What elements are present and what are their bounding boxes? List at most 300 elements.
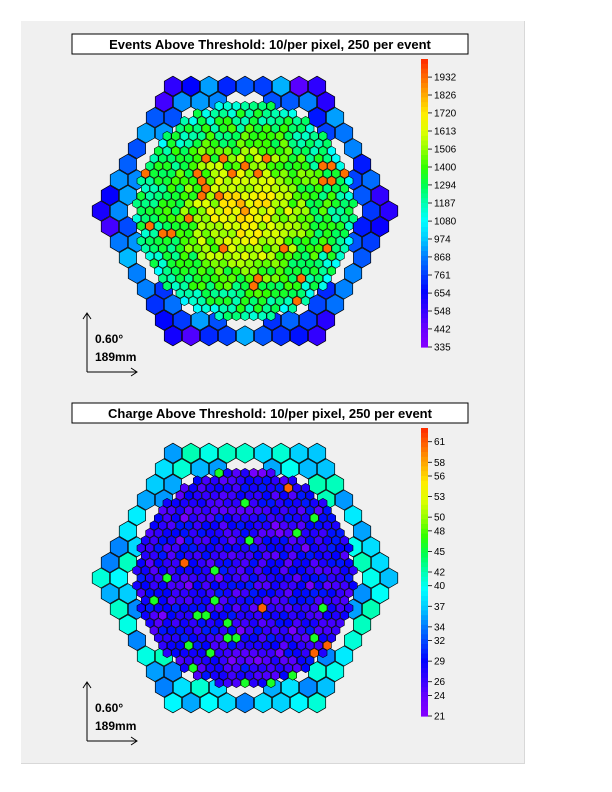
- camera-pixel-inner: [198, 513, 206, 522]
- camera-pixel-inner: [297, 139, 305, 148]
- camera-pixel-inner: [167, 274, 175, 283]
- camera-pixel-inner: [258, 176, 266, 185]
- camera-pixel-inner: [206, 116, 214, 125]
- camera-pixel-inner: [289, 626, 297, 635]
- camera-pixel-inner: [276, 573, 284, 582]
- camera-pixel-inner: [219, 289, 227, 298]
- camera-pixel-inner: [293, 251, 301, 260]
- camera-pixel-inner: [245, 184, 253, 193]
- camera-pixel-inner: [206, 131, 214, 140]
- camera-pixel-inner: [323, 244, 331, 253]
- camera-pixel-inner: [176, 214, 184, 223]
- camera-pixel-inner: [258, 663, 266, 672]
- camera-pixel-inner: [258, 161, 266, 170]
- camera-pixel-inner: [336, 176, 344, 185]
- camera-pixel-inner: [202, 596, 210, 605]
- camera-pixel-inner: [271, 244, 279, 253]
- camera-pixel-inner: [237, 641, 245, 650]
- camera-pixel-inner: [258, 603, 266, 612]
- camera-pixel-inner: [215, 131, 223, 140]
- camera-pixel-inner: [198, 573, 206, 582]
- camera-pixel-inner: [224, 648, 232, 657]
- colorbar-segment: [421, 241, 428, 246]
- camera-pixel-inner: [267, 236, 275, 245]
- camera-pixel-inner: [141, 199, 149, 208]
- camera-pixel-inner: [172, 588, 180, 597]
- camera-pixel-inner: [198, 663, 206, 672]
- camera-pixel-inner: [237, 109, 245, 118]
- camera-pixel-inner: [332, 169, 340, 178]
- camera-pixel-inner: [245, 229, 253, 238]
- camera-pixel-inner: [245, 259, 253, 268]
- camera-pixel-inner: [328, 618, 336, 627]
- camera-pixel-inner: [180, 648, 188, 657]
- colorbar-tick-label: 761: [434, 270, 451, 282]
- camera-pixel-inner: [276, 176, 284, 185]
- camera-pixel-inner: [271, 536, 279, 545]
- camera-pixel-inner: [189, 116, 197, 125]
- camera-pixel-inner: [172, 528, 180, 537]
- camera-pixel-inner: [189, 191, 197, 200]
- camera-pixel-inner: [206, 251, 214, 260]
- colorbar-segment: [421, 261, 428, 266]
- camera-pixel-inner: [206, 663, 214, 672]
- camera-pixel-inner: [206, 221, 214, 230]
- camera-pixel-inner: [250, 603, 258, 612]
- camera-pixel-inner: [250, 101, 258, 110]
- camera-pixel-inner: [280, 259, 288, 268]
- camera-pixel-inner: [319, 251, 327, 260]
- colorbar-segment: [421, 289, 428, 294]
- camera-pixel-inner: [193, 566, 201, 575]
- camera-pixel-inner: [319, 618, 327, 627]
- camera-pixel-inner: [315, 551, 323, 560]
- camera-pixel-outer: [236, 443, 253, 463]
- camera-pixel-inner: [228, 274, 236, 283]
- colorbar-tick-label: 442: [434, 324, 451, 336]
- camera-pixel-inner: [315, 521, 323, 530]
- camera-pixel-inner: [319, 603, 327, 612]
- camera-pixel-inner: [215, 281, 223, 290]
- camera-pixel-inner: [345, 176, 353, 185]
- camera-pixel-inner: [215, 528, 223, 537]
- camera-pixel-inner: [280, 109, 288, 118]
- camera-pixel-inner: [232, 266, 240, 275]
- camera-pixel-inner: [267, 221, 275, 230]
- colorbar-segment: [421, 131, 428, 136]
- camera-pixel-inner: [267, 251, 275, 260]
- camera-pixel-inner: [202, 244, 210, 253]
- camera-pixel-inner: [141, 611, 149, 620]
- camera-pixel-inner: [198, 236, 206, 245]
- camera-pixel-inner: [180, 498, 188, 507]
- camera-pixel-inner: [258, 191, 266, 200]
- camera-pixel-inner: [263, 581, 271, 590]
- camera-pixel-inner: [224, 618, 232, 627]
- camera-pixel-inner: [250, 528, 258, 537]
- colorbar-segment: [421, 486, 428, 491]
- camera-pixel-inner: [293, 543, 301, 552]
- camera-pixel-inner: [254, 566, 262, 575]
- camera-pixel-inner: [198, 221, 206, 230]
- camera-pixel-inner: [289, 184, 297, 193]
- camera-pixel-inner: [323, 229, 331, 238]
- camera-pixel-inner: [159, 259, 167, 268]
- camera-pixel-inner: [154, 146, 162, 155]
- camera-pixel-inner: [315, 566, 323, 575]
- colorbar-segment: [421, 193, 428, 198]
- camera-pixel-inner: [258, 678, 266, 687]
- colorbar-events: [421, 59, 457, 354]
- camera-pixel-inner: [289, 154, 297, 163]
- camera-pixel-inner: [154, 588, 162, 597]
- camera-pixel-inner: [198, 281, 206, 290]
- camera-pixel-inner: [206, 206, 214, 215]
- camera-pixel-inner: [137, 573, 145, 582]
- camera-pixel-inner: [176, 244, 184, 253]
- camera-pixel-inner: [167, 626, 175, 635]
- camera-pixel-inner: [163, 206, 171, 215]
- camera-pixel-inner: [202, 656, 210, 665]
- colorbar-segment: [421, 428, 428, 433]
- colorbar-segment: [421, 630, 428, 635]
- camera-pixel-inner: [163, 251, 171, 260]
- colorbar-segment: [421, 203, 428, 208]
- camera-pixel-inner: [211, 656, 219, 665]
- camera-pixel-inner: [280, 139, 288, 148]
- camera-pixel-inner: [280, 491, 288, 500]
- camera-pixel-inner: [341, 611, 349, 620]
- camera-pixel-inner: [146, 206, 154, 215]
- camera-pixel-inner: [310, 146, 318, 155]
- camera-pixel-inner: [180, 161, 188, 170]
- colorbar-tick-label: 21: [434, 711, 446, 723]
- camera-pixel-inner: [180, 266, 188, 275]
- colorbar-segment: [421, 309, 428, 314]
- camera-pixel-inner: [150, 244, 158, 253]
- camera-pixel-inner: [224, 678, 232, 687]
- camera-pixel-inner: [258, 131, 266, 140]
- camera-pixel-inner: [241, 558, 249, 567]
- colorbar-segment: [421, 673, 428, 678]
- camera-pixel-inner: [336, 543, 344, 552]
- camera-pixel-inner: [315, 214, 323, 223]
- camera-pixel-inner: [228, 109, 236, 118]
- camera-pixel-inner: [258, 558, 266, 567]
- camera-pixel-inner: [198, 543, 206, 552]
- camera-pixel-inner: [271, 671, 279, 680]
- camera-pixel-inner: [193, 521, 201, 530]
- camera-pixel-inner: [185, 274, 193, 283]
- camera-pixel-inner: [293, 221, 301, 230]
- camera-pixel-inner: [306, 536, 314, 545]
- camera-pixel-inner: [215, 573, 223, 582]
- colorbar-segment: [421, 634, 428, 639]
- camera-pixel-inner: [284, 633, 292, 642]
- colorbar-tick-label: 1720: [434, 108, 457, 120]
- camera-pixel-inner: [159, 214, 167, 223]
- camera-pixel-inner: [137, 206, 145, 215]
- camera-pixel-inner: [258, 146, 266, 155]
- camera-pixel-inner: [167, 551, 175, 560]
- camera-pixel-inner: [267, 648, 275, 657]
- camera-pixel-inner: [263, 229, 271, 238]
- camera-pixel-inner: [219, 551, 227, 560]
- camera-pixel-inner: [341, 551, 349, 560]
- camera-pixel-inner: [224, 176, 232, 185]
- camera-pixel-inner: [189, 588, 197, 597]
- camera-pixel-inner: [241, 468, 249, 477]
- camera-pixel-inner: [250, 131, 258, 140]
- camera-pixel-inner: [206, 633, 214, 642]
- camera-pixel-inner: [189, 528, 197, 537]
- colorbar-segment: [421, 208, 428, 213]
- camera-pixel-inner: [159, 506, 167, 515]
- camera-pixel-inner: [219, 506, 227, 515]
- camera-pixel-inner: [202, 521, 210, 530]
- colorbar-segment: [421, 438, 428, 443]
- camera-pixel-inner: [211, 229, 219, 238]
- camera-pixel-inner: [133, 214, 141, 223]
- camera-pixel-inner: [297, 289, 305, 298]
- camera-pixel-inner: [154, 221, 162, 230]
- camera-pixel-inner: [206, 281, 214, 290]
- camera-pixel-inner: [258, 236, 266, 245]
- camera-pixel-inner: [332, 551, 340, 560]
- colorbar-segment: [421, 265, 428, 270]
- camera-pixel-inner: [302, 558, 310, 567]
- camera-pixel-inner: [215, 618, 223, 627]
- colorbar-tick-label: 58: [434, 457, 446, 469]
- camera-pixel-inner: [241, 146, 249, 155]
- camera-pixel-inner: [185, 491, 193, 500]
- camera-pixel-inner: [180, 588, 188, 597]
- camera-pixel-inner: [224, 296, 232, 305]
- camera-pixel-inner: [206, 588, 214, 597]
- camera-pixel-inner: [176, 641, 184, 650]
- camera-pixel-inner: [284, 161, 292, 170]
- camera-pixel-inner: [206, 236, 214, 245]
- camera-pixel-inner: [297, 566, 305, 575]
- camera-pixel-inner: [267, 146, 275, 155]
- camera-pixel-inner: [306, 551, 314, 560]
- camera-pixel-inner: [224, 161, 232, 170]
- camera-pixel-inner: [193, 611, 201, 620]
- camera-pixel-inner: [193, 184, 201, 193]
- camera-pixel-inner: [332, 184, 340, 193]
- camera-pixel-inner: [141, 214, 149, 223]
- camera-pixel-inner: [289, 289, 297, 298]
- camera-pixel-inner: [289, 199, 297, 208]
- camera-pixel-inner: [193, 214, 201, 223]
- camera-pixel-inner: [319, 146, 327, 155]
- camera-pixel-inner: [180, 528, 188, 537]
- colorbar-tick-label: 29: [434, 656, 446, 668]
- camera-pixel-inner: [323, 551, 331, 560]
- camera-pixel-inner: [232, 281, 240, 290]
- camera-pixel-inner: [193, 596, 201, 605]
- camera-pixel-inner: [228, 641, 236, 650]
- camera-pixel-inner: [306, 244, 314, 253]
- camera-pixel-inner: [224, 191, 232, 200]
- camera-pixel-inner: [293, 191, 301, 200]
- camera-pixel-inner: [180, 146, 188, 155]
- camera-pixel-inner: [232, 176, 240, 185]
- camera-pixel-inner: [345, 588, 353, 597]
- camera-pixel-inner: [133, 566, 141, 575]
- scale-length-label: 189mm: [95, 719, 137, 733]
- camera-pixel-inner: [250, 176, 258, 185]
- colorbar-segment: [421, 505, 428, 510]
- camera-pixel-inner: [154, 513, 162, 522]
- camera-pixel-inner: [211, 611, 219, 620]
- camera-pixel-inner: [219, 566, 227, 575]
- camera-pixel-inner: [267, 618, 275, 627]
- scale-indicator-events: [83, 313, 137, 376]
- camera-pixel-inner: [306, 274, 314, 283]
- camera-pixel-inner: [263, 536, 271, 545]
- colorbar-segment: [421, 337, 428, 342]
- camera-pixel-inner: [185, 611, 193, 620]
- camera-pixel-inner: [189, 543, 197, 552]
- camera-pixel-inner: [219, 199, 227, 208]
- scale-angle-label: 0.60°: [95, 332, 124, 346]
- camera-pixel-inner: [271, 109, 279, 118]
- camera-pixel-inner: [267, 558, 275, 567]
- camera-pixel-inner: [276, 663, 284, 672]
- camera-pixel-inner: [297, 274, 305, 283]
- camera-pixel-inner: [302, 513, 310, 522]
- camera-pixel-inner: [271, 656, 279, 665]
- camera-pixel-inner: [232, 161, 240, 170]
- camera-pixel-inner: [219, 596, 227, 605]
- camera-pixel-inner: [250, 146, 258, 155]
- camera-pixel-inner: [219, 274, 227, 283]
- camera-pixel-inner: [302, 161, 310, 170]
- camera-pixel-inner: [284, 206, 292, 215]
- camera-pixel-inner: [241, 116, 249, 125]
- camera-pixel-inner: [189, 131, 197, 140]
- camera-pixel-inner: [211, 476, 219, 485]
- camera-pixel-inner: [176, 506, 184, 515]
- camera-pixel-inner: [211, 244, 219, 253]
- camera-pixel-inner: [263, 304, 271, 313]
- camera-pixel-inner: [250, 296, 258, 305]
- camera-pixel-inner: [293, 558, 301, 567]
- camera-pixel-inner: [254, 289, 262, 298]
- camera-pixel-inner: [163, 146, 171, 155]
- camera-pixel-inner: [289, 566, 297, 575]
- camera-pixel-inner: [172, 176, 180, 185]
- camera-pixel-inner: [276, 633, 284, 642]
- camera-pixel-inner: [206, 513, 214, 522]
- camera-pixel-inner: [280, 184, 288, 193]
- camera-pixel-inner: [306, 184, 314, 193]
- colorbar-segment: [421, 495, 428, 500]
- camera-pixel-inner: [189, 618, 197, 627]
- camera-pixel-inner: [237, 671, 245, 680]
- camera-pixel-inner: [276, 588, 284, 597]
- colorbar-tick-label: 548: [434, 306, 451, 318]
- camera-pixel-inner: [211, 274, 219, 283]
- camera-pixel-inner: [271, 551, 279, 560]
- camera-pixel-inner: [237, 566, 245, 575]
- camera-pixel-inner: [254, 304, 262, 313]
- camera-pixel-inner: [211, 521, 219, 530]
- camera-pixel-inner: [150, 214, 158, 223]
- camera-pixel-inner: [245, 139, 253, 148]
- camera-pixel-inner: [250, 618, 258, 627]
- colorbar-segment: [421, 582, 428, 587]
- camera-pixel-inner: [245, 109, 253, 118]
- camera-pixel-inner: [176, 566, 184, 575]
- camera-pixel-inner: [237, 491, 245, 500]
- camera-pixel-inner: [280, 289, 288, 298]
- camera-pixel-inner: [141, 244, 149, 253]
- camera-pixel-inner: [254, 214, 262, 223]
- camera-pixel-inner: [189, 498, 197, 507]
- colorbar-segment: [421, 73, 428, 78]
- camera-pixel-inner: [180, 236, 188, 245]
- camera-pixel-inner: [280, 199, 288, 208]
- camera-pixel-inner: [189, 483, 197, 492]
- camera-pixel-inner: [176, 229, 184, 238]
- camera-pixel-inner: [193, 109, 201, 118]
- camera-pixel-inner: [141, 596, 149, 605]
- camera-pixel-inner: [206, 296, 214, 305]
- camera-pixel-inner: [163, 498, 171, 507]
- camera-pixel-inner: [172, 206, 180, 215]
- camera-pixel-inner: [245, 199, 253, 208]
- camera-pixel-inner: [193, 169, 201, 178]
- camera-pixel-inner: [228, 626, 236, 635]
- camera-pixel-inner: [211, 581, 219, 590]
- camera-pixel-inner: [302, 251, 310, 260]
- camera-pixel-inner: [224, 311, 232, 320]
- camera-pixel-inner: [211, 139, 219, 148]
- camera-pixel-inner: [306, 214, 314, 223]
- camera-pixel-inner: [267, 528, 275, 537]
- camera-pixel-inner: [297, 244, 305, 253]
- camera-pixel-inner: [332, 199, 340, 208]
- camera-pixel-inner: [315, 169, 323, 178]
- camera-pixel-inner: [159, 244, 167, 253]
- camera-pixel-inner: [315, 259, 323, 268]
- camera-pixel-inner: [276, 618, 284, 627]
- camera-pixel-inner: [276, 251, 284, 260]
- colorbar-segment: [421, 529, 428, 534]
- camera-pixel-inner: [202, 139, 210, 148]
- camera-pixel-inner: [150, 199, 158, 208]
- camera-pixel-inner: [167, 566, 175, 575]
- camera-pixel-inner: [280, 656, 288, 665]
- camera-pixel-inner: [284, 543, 292, 552]
- colorbar-segment: [421, 481, 428, 486]
- camera-pixel-inner: [185, 551, 193, 560]
- camera-pixel-inner: [219, 124, 227, 133]
- camera-pixel-inner: [176, 289, 184, 298]
- camera-pixel-inner: [271, 184, 279, 193]
- camera-pixel-inner: [224, 468, 232, 477]
- colorbar-tick-label: 34: [434, 622, 446, 634]
- colorbar-segment: [421, 304, 428, 309]
- camera-pixel-inner: [336, 558, 344, 567]
- camera-pixel-inner: [267, 573, 275, 582]
- camera-pixel-inner: [254, 199, 262, 208]
- camera-pixel-inner: [293, 618, 301, 627]
- camera-pixel-inner: [237, 274, 245, 283]
- colorbar-segment: [421, 457, 428, 462]
